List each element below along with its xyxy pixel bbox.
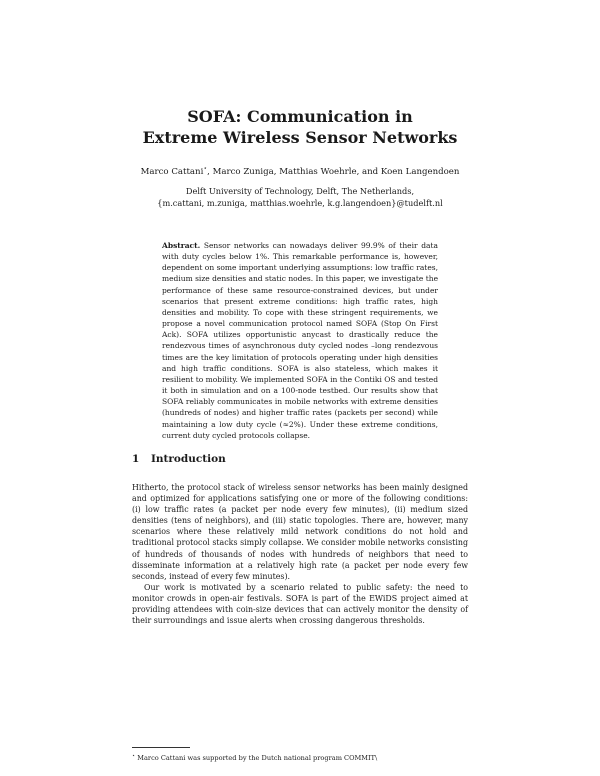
title-line-2: Extreme Wireless Sensor Networks	[142, 128, 458, 147]
footnote-divider	[132, 747, 190, 748]
section-title: Introduction	[151, 453, 226, 465]
title-line-1: SOFA: Communication in	[187, 107, 413, 126]
affiliation	[0, 185, 600, 209]
paragraph-1: Hitherto, the protocol stack of wireless sensor networks has been mainly designed and optimized for applications satisfying one or more of the following conditions: (i) low traffic rates (a packet per node every few minutes), (ii) medium sized densities (tens of neighbors), and (iii) static topologies. There are, however, many scenarios where these relatively mild network conditions do not hold and traditional protocol stacks simply collapse. We consider mobile networks consisting of hundreds of thousands of nodes with hundreds of neighbors that need to disseminate information at a relatively high rate (a packet per node every few seconds, instead of every few minutes).	[132, 483, 468, 581]
abstract-label: Abstract.	[162, 241, 201, 250]
abstract	[162, 240, 438, 441]
paragraph-2: Our work is motivated by a scenario related to public safety: the need to monitor crowds in open-air festivals. SOFA is part of the EWiDS project aimed at providing attendees with coin-size devices that can actively monitor the density of their surroundings and issue alerts when crossing dangerous thresholds.	[132, 582, 468, 626]
author-list	[0, 165, 600, 177]
footnote-mark: ⋆	[132, 753, 136, 759]
affiliation-line-1: Delft University of Technology, Delft, The Netherlands,	[185, 186, 415, 196]
author-footnote-mark: ⋆	[203, 165, 208, 172]
author-others: , Marco Zuniga, Matthias Woehrle, and Koen Langendoen	[207, 166, 460, 177]
affiliation-emails: {m.cattani, m.zuniga, matthias.woehrle, k.g.langendoen}@tudelft.nl	[157, 198, 443, 208]
abstract-text: Sensor networks can nowadays deliver 99.9% of their data with duty cycles below 1%. This remarkable performance is, however, dependent on some important underlying assumptions: low traffic rates, medium size densities and static nodes. In this paper, we investigate the performance of these same resource-constrained devices, but under scenarios that present extreme conditions: high traffic rates, high densities and mobility. To cope with these stringent requirements, we propose a novel communication protocol named SOFA (Stop On First Ack). SOFA utilizes opportunistic anycast to drastically reduce the rendezvous times of asynchronous duty cycled nodes –long rendezvous times are the key limitation of protocols operating under high densities and high traffic conditions. SOFA is also stateless, which makes it resilient to mobility. We implemented SOFA in the Contiki OS and tested it both in simulation and on a 100-node testbed. Our results show that SOFA reliably communicates in mobile networks with extreme densities (hundreds of nodes) and higher traffic rates (packets per second) while maintaining a low duty cycle (≈2%). Under these extreme conditions, current duty cycled protocols collapse.	[162, 241, 439, 440]
footnote-text: Marco Cattani was supported by the Dutch national program COMMIT\	[135, 754, 378, 763]
paper-title	[0, 106, 600, 148]
footnote	[132, 752, 468, 763]
section-heading	[132, 453, 226, 465]
section-number: 1	[132, 453, 140, 465]
author-first: Marco Cattani	[140, 166, 204, 177]
body-text	[132, 482, 468, 626]
